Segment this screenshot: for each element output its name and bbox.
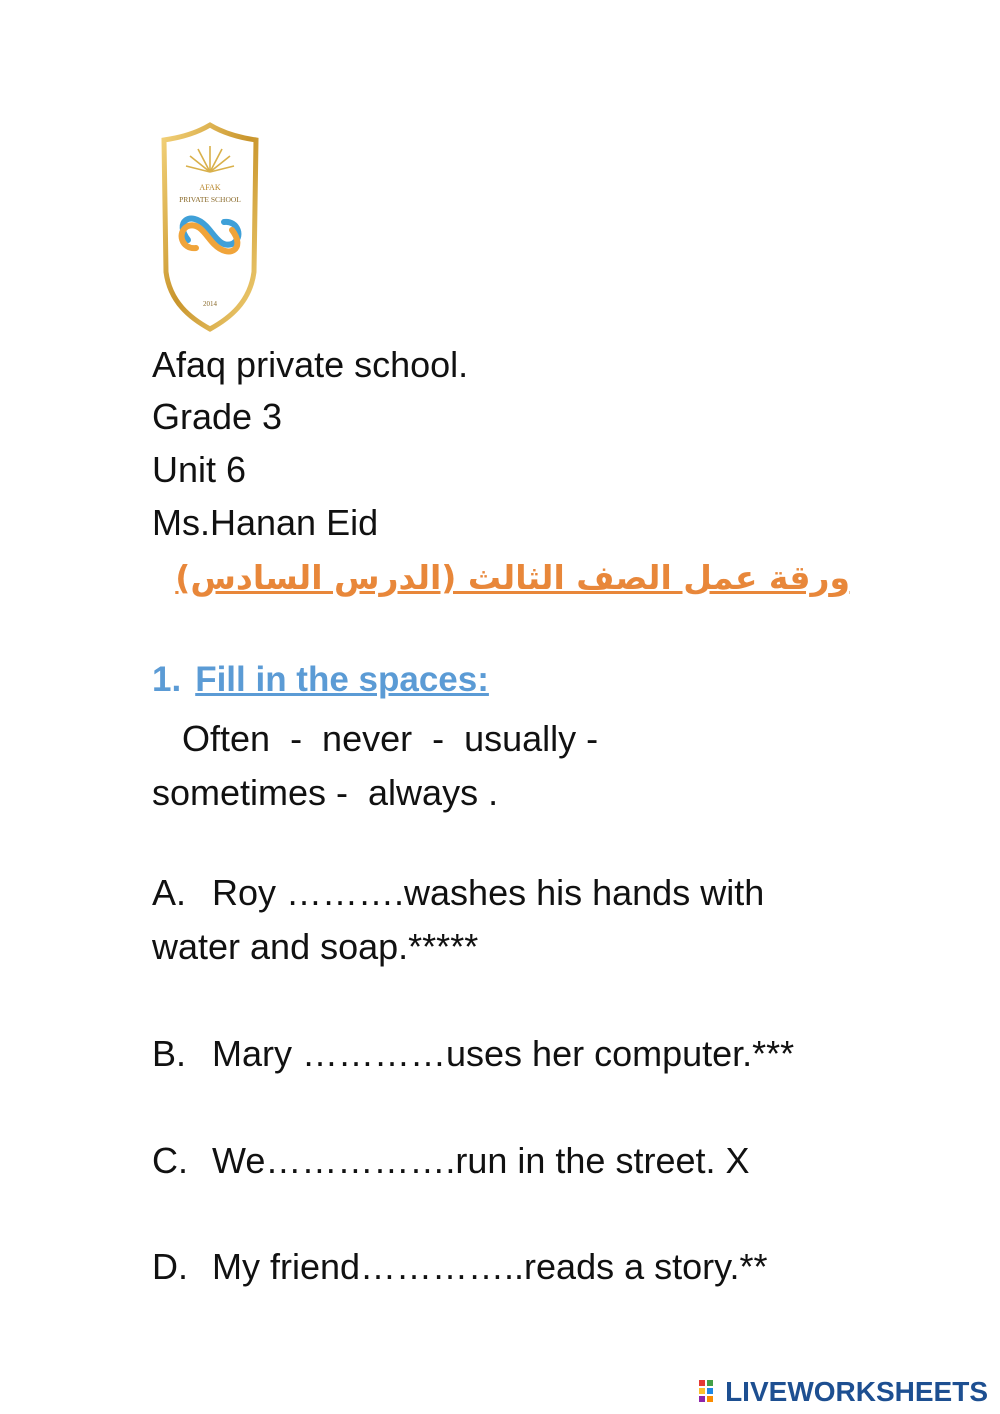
question-d <box>152 1240 852 1294</box>
liveworksheets-brand <box>699 1376 988 1408</box>
question-b <box>152 1027 852 1081</box>
question-text: My friend…………..reads a story.** <box>212 1246 768 1287</box>
exercise-title <box>152 660 489 700</box>
question-letter: A. <box>152 872 187 913</box>
svg-text:PRIVATE SCHOOL: PRIVATE SCHOOL <box>179 195 241 204</box>
question-text: Mary …………uses her computer.*** <box>212 1033 795 1074</box>
svg-text:2014: 2014 <box>203 300 217 308</box>
question-letter: D. <box>152 1246 188 1287</box>
liveworksheets-icon <box>699 1380 721 1404</box>
school-name: Afaq private school. <box>152 344 469 385</box>
grade-label: Grade 3 <box>152 396 283 437</box>
exercise-number: 1. <box>152 660 182 699</box>
unit-label: Unit 6 <box>152 449 247 490</box>
exercise-title-text: Fill in the spaces: <box>195 660 489 699</box>
word-bank: Often - never - usually - sometimes - always . <box>152 718 599 813</box>
svg-text:AFAK: AFAK <box>199 183 221 192</box>
question-text: We…………….run in the street. X <box>212 1140 750 1181</box>
question-text: Roy ……….washes his hands with water and soap.***** <box>152 872 765 967</box>
school-logo <box>160 122 260 332</box>
question-c <box>152 1134 852 1188</box>
question-letter: B. <box>152 1033 187 1074</box>
question-letter: C. <box>152 1140 188 1181</box>
question-a <box>152 866 852 974</box>
brand-text: LIVEWORKSHEETS <box>725 1376 988 1407</box>
teacher-name: Ms.Hanan Eid <box>152 502 379 543</box>
arabic-title: ورقة عمل الصف الثالث (الدرس السادس) <box>175 558 850 597</box>
